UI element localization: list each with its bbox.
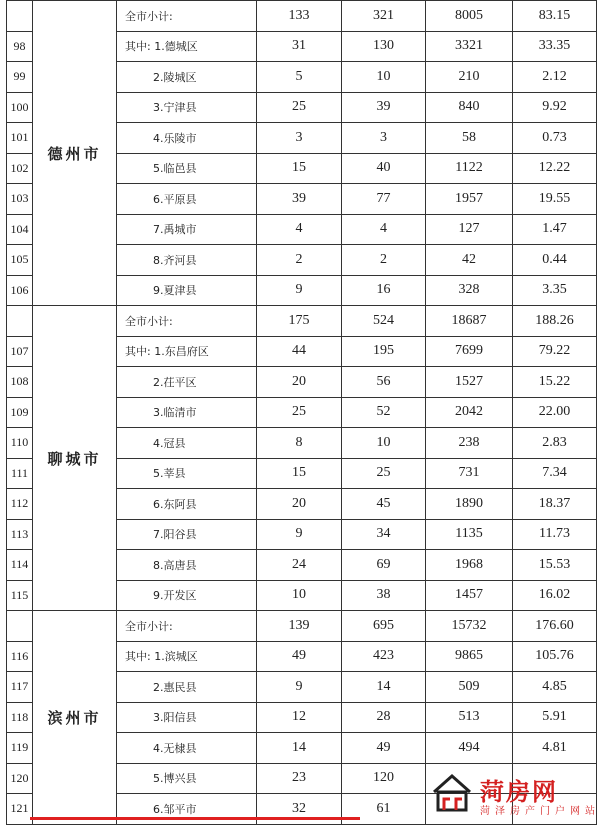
district-name-cell: 6.东阿县 <box>117 489 257 520</box>
value-cell: 56 <box>342 367 426 398</box>
value-cell: 1135 <box>426 519 513 550</box>
value-cell: 38 <box>342 580 426 611</box>
value-cell: 0.44 <box>513 245 597 276</box>
district-name-cell: 6.平原县 <box>117 184 257 215</box>
city-name-cell: 滨州市 <box>33 611 117 825</box>
value-cell: 25 <box>257 92 342 123</box>
row-number-cell <box>7 1 33 32</box>
value-cell: 840 <box>426 92 513 123</box>
value-cell: 77 <box>342 184 426 215</box>
subtotal-label-cell: 全市小计: <box>117 1 257 32</box>
value-cell: 61 <box>342 794 426 825</box>
row-number-cell: 102 <box>7 153 33 184</box>
district-name-cell: 3.阳信县 <box>117 702 257 733</box>
value-cell: 12 <box>257 702 342 733</box>
value-cell: 18687 <box>426 306 513 337</box>
value-cell: 133 <box>257 1 342 32</box>
value-cell: 10 <box>342 428 426 459</box>
value-cell: 3321 <box>426 31 513 62</box>
value-cell: 40 <box>342 153 426 184</box>
subtotal-label-cell: 全市小计: <box>117 611 257 642</box>
district-name-cell: 其中: 1.滨城区 <box>117 641 257 672</box>
value-cell: 130 <box>342 31 426 62</box>
value-cell: 4 <box>257 214 342 245</box>
value-cell: 12.22 <box>513 153 597 184</box>
value-cell: 11.73 <box>513 519 597 550</box>
value-cell: 4.85 <box>513 672 597 703</box>
row-number-cell: 117 <box>7 672 33 703</box>
value-cell: 1968 <box>426 550 513 581</box>
value-cell: 4 <box>342 214 426 245</box>
house-logo-icon <box>428 772 476 814</box>
value-cell: 18.37 <box>513 489 597 520</box>
value-cell: 195 <box>342 336 426 367</box>
district-name-cell: 8.高唐县 <box>117 550 257 581</box>
subtotal-row <box>7 611 597 642</box>
row-number-cell: 99 <box>7 62 33 93</box>
value-cell: 10 <box>257 580 342 611</box>
row-number-cell: 107 <box>7 336 33 367</box>
value-cell: 16.02 <box>513 580 597 611</box>
value-cell: 25 <box>342 458 426 489</box>
value-cell: 2 <box>257 245 342 276</box>
value-cell: 2042 <box>426 397 513 428</box>
row-number-cell: 113 <box>7 519 33 550</box>
value-cell: 83.15 <box>513 1 597 32</box>
district-name-cell: 4.无棣县 <box>117 733 257 764</box>
value-cell: 524 <box>342 306 426 337</box>
district-name-cell: 7.禹城市 <box>117 214 257 245</box>
row-number-cell <box>7 611 33 642</box>
row-number-cell: 105 <box>7 245 33 276</box>
value-cell: 5 <box>257 62 342 93</box>
value-cell: 7699 <box>426 336 513 367</box>
value-cell: 494 <box>426 733 513 764</box>
value-cell: 14 <box>342 672 426 703</box>
row-number-cell: 111 <box>7 458 33 489</box>
value-cell: 9.92 <box>513 92 597 123</box>
value-cell: 20 <box>257 367 342 398</box>
value-cell: 79.22 <box>513 336 597 367</box>
district-name-cell: 5.临邑县 <box>117 153 257 184</box>
value-cell: 10 <box>342 62 426 93</box>
value-cell: 2.12 <box>513 62 597 93</box>
value-cell: 1527 <box>426 367 513 398</box>
value-cell: 58 <box>426 123 513 154</box>
district-name-cell: 9.夏津县 <box>117 275 257 306</box>
value-cell: 9 <box>257 519 342 550</box>
row-number-cell <box>7 306 33 337</box>
value-cell: 23 <box>257 763 342 794</box>
value-cell: 15.53 <box>513 550 597 581</box>
value-cell: 42 <box>426 245 513 276</box>
value-cell: 19.55 <box>513 184 597 215</box>
value-cell: 22.00 <box>513 397 597 428</box>
district-name-cell: 8.齐河县 <box>117 245 257 276</box>
value-cell: 0.73 <box>513 123 597 154</box>
row-number-cell: 112 <box>7 489 33 520</box>
value-cell: 49 <box>342 733 426 764</box>
value-cell: 210 <box>426 62 513 93</box>
row-number-cell: 108 <box>7 367 33 398</box>
value-cell: 8005 <box>426 1 513 32</box>
value-cell: 32 <box>257 794 342 825</box>
value-cell: 15732 <box>426 611 513 642</box>
value-cell: 44 <box>257 336 342 367</box>
value-cell: 105.76 <box>513 641 597 672</box>
row-number-cell: 114 <box>7 550 33 581</box>
watermark-subtitle: 菏泽房产门户网站 <box>480 806 600 817</box>
value-cell: 25 <box>257 397 342 428</box>
value-cell: 49 <box>257 641 342 672</box>
value-cell: 34 <box>342 519 426 550</box>
value-cell: 175 <box>257 306 342 337</box>
value-cell: 9865 <box>426 641 513 672</box>
value-cell: 8 <box>257 428 342 459</box>
value-cell: 24 <box>257 550 342 581</box>
district-name-cell: 4.冠县 <box>117 428 257 459</box>
value-cell: 39 <box>257 184 342 215</box>
value-cell: 31 <box>257 31 342 62</box>
city-name-cell: 聊城市 <box>33 306 117 611</box>
row-number-cell: 101 <box>7 123 33 154</box>
value-cell: 509 <box>426 672 513 703</box>
value-cell: 33.35 <box>513 31 597 62</box>
row-number-cell: 115 <box>7 580 33 611</box>
watermark <box>428 772 600 818</box>
district-name-cell: 2.陵城区 <box>117 62 257 93</box>
value-cell: 127 <box>426 214 513 245</box>
district-name-cell: 2.惠民县 <box>117 672 257 703</box>
value-cell: 3 <box>342 123 426 154</box>
row-number-cell: 110 <box>7 428 33 459</box>
district-name-cell: 3.宁津县 <box>117 92 257 123</box>
district-name-cell: 2.茌平区 <box>117 367 257 398</box>
row-number-cell: 100 <box>7 92 33 123</box>
value-cell: 1890 <box>426 489 513 520</box>
district-name-cell: 5.莘县 <box>117 458 257 489</box>
row-number-cell: 116 <box>7 641 33 672</box>
table-body <box>7 1 597 825</box>
value-cell: 15 <box>257 458 342 489</box>
value-cell: 321 <box>342 1 426 32</box>
row-number-cell: 118 <box>7 702 33 733</box>
district-name-cell: 其中: 1.德城区 <box>117 31 257 62</box>
value-cell: 1122 <box>426 153 513 184</box>
value-cell: 2 <box>342 245 426 276</box>
value-cell: 5.91 <box>513 702 597 733</box>
value-cell: 45 <box>342 489 426 520</box>
value-cell: 176.60 <box>513 611 597 642</box>
value-cell: 328 <box>426 275 513 306</box>
value-cell: 188.26 <box>513 306 597 337</box>
row-number-cell: 121 <box>7 794 33 825</box>
city-name-cell: 德州市 <box>33 1 117 306</box>
value-cell: 9 <box>257 672 342 703</box>
value-cell: 513 <box>426 702 513 733</box>
district-name-cell: 3.临清市 <box>117 397 257 428</box>
value-cell: 1957 <box>426 184 513 215</box>
value-cell: 3.35 <box>513 275 597 306</box>
value-cell: 15.22 <box>513 367 597 398</box>
value-cell: 3 <box>257 123 342 154</box>
value-cell: 14 <box>257 733 342 764</box>
district-name-cell: 5.博兴县 <box>117 763 257 794</box>
district-name-cell: 4.乐陵市 <box>117 123 257 154</box>
district-name-cell: 9.开发区 <box>117 580 257 611</box>
row-number-cell: 120 <box>7 763 33 794</box>
row-number-cell: 103 <box>7 184 33 215</box>
value-cell: 1.47 <box>513 214 597 245</box>
district-name-cell: 其中: 1.东昌府区 <box>117 336 257 367</box>
subtotal-row <box>7 1 597 32</box>
district-name-cell: 6.邹平市 <box>117 794 257 825</box>
value-cell: 4.81 <box>513 733 597 764</box>
value-cell: 139 <box>257 611 342 642</box>
value-cell: 423 <box>342 641 426 672</box>
value-cell: 15 <box>257 153 342 184</box>
value-cell: 731 <box>426 458 513 489</box>
value-cell: 52 <box>342 397 426 428</box>
row-number-cell: 109 <box>7 397 33 428</box>
value-cell: 238 <box>426 428 513 459</box>
row-number-cell: 106 <box>7 275 33 306</box>
value-cell: 695 <box>342 611 426 642</box>
value-cell: 16 <box>342 275 426 306</box>
value-cell: 9 <box>257 275 342 306</box>
district-name-cell: 7.阳谷县 <box>117 519 257 550</box>
row-number-cell: 119 <box>7 733 33 764</box>
value-cell: 28 <box>342 702 426 733</box>
subtotal-label-cell: 全市小计: <box>117 306 257 337</box>
value-cell: 20 <box>257 489 342 520</box>
watermark-title: 菏房网 <box>480 778 558 806</box>
row-number-cell: 104 <box>7 214 33 245</box>
value-cell: 39 <box>342 92 426 123</box>
value-cell: 2.83 <box>513 428 597 459</box>
value-cell: 69 <box>342 550 426 581</box>
row-number-cell: 98 <box>7 31 33 62</box>
subtotal-row <box>7 306 597 337</box>
data-table <box>6 0 597 825</box>
value-cell: 1457 <box>426 580 513 611</box>
value-cell: 120 <box>342 763 426 794</box>
value-cell: 7.34 <box>513 458 597 489</box>
